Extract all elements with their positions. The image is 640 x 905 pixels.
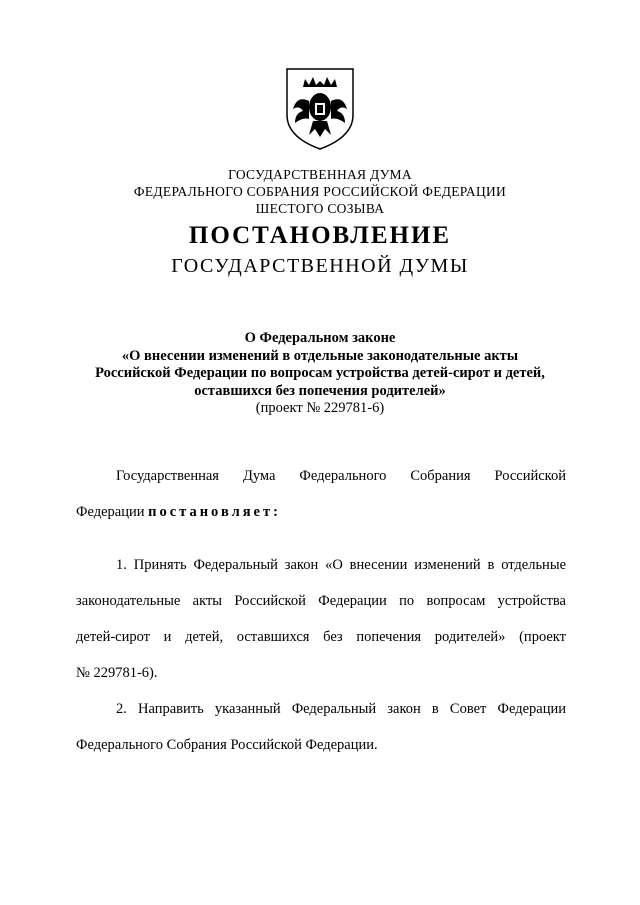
document-header bbox=[0, 166, 640, 217]
header-line-1: ГОСУДАРСТВЕННАЯ ДУМА bbox=[228, 167, 412, 182]
header-line-3: ШЕСТОГО СОЗЫВА bbox=[255, 201, 385, 216]
item-2-line-2: Федерального Собрания Российской Федерации. bbox=[76, 737, 378, 753]
law-line-3: Российской Федерации по вопросам устройства детей-сирот и детей, bbox=[95, 365, 545, 381]
law-project-number: (проект № 229781-6) bbox=[255, 400, 385, 416]
header-line-2: ФЕДЕРАЛЬНОГО СОБРАНИЯ РОССИЙСКОЙ ФЕДЕРАЦИИ bbox=[133, 184, 507, 199]
item-1-line-4: № 229781-6). bbox=[76, 665, 158, 681]
item-2 bbox=[76, 691, 566, 763]
coat-of-arms-icon bbox=[283, 65, 357, 151]
preamble-subject: Федерации bbox=[76, 504, 145, 520]
law-line-2: «О внесении изменений в отдельные законодательные акты bbox=[121, 347, 519, 364]
preamble-verb: постановляет: bbox=[148, 504, 281, 520]
law-line-1: О Федеральном законе bbox=[244, 330, 396, 346]
item-1-line-3: детей-сирот и детей, оставшихся без попечения родителей» (проект bbox=[76, 629, 566, 645]
preamble-line-1: Государственная Дума Федерального Собрания Российской bbox=[116, 468, 566, 484]
law-title-block bbox=[0, 330, 640, 418]
preamble bbox=[76, 458, 566, 530]
item-1 bbox=[76, 547, 566, 691]
law-line-4: оставшихся без попечения родителей» bbox=[194, 382, 446, 399]
preamble-line-2 bbox=[76, 494, 566, 530]
item-2-line-1: 2. Направить указанный Федеральный закон в Совет Федерации bbox=[116, 701, 566, 717]
item-1-line-1: 1. Принять Федеральный закон «О внесении изменений в отдельные bbox=[116, 557, 566, 573]
document-title: ПОСТАНОВЛЕНИЕ bbox=[188, 222, 452, 249]
document-subtitle: ГОСУДАРСТВЕННОЙ ДУМЫ bbox=[171, 255, 469, 277]
item-1-line-2: законодательные акты Российской Федерации по вопросам устройства bbox=[76, 593, 566, 609]
